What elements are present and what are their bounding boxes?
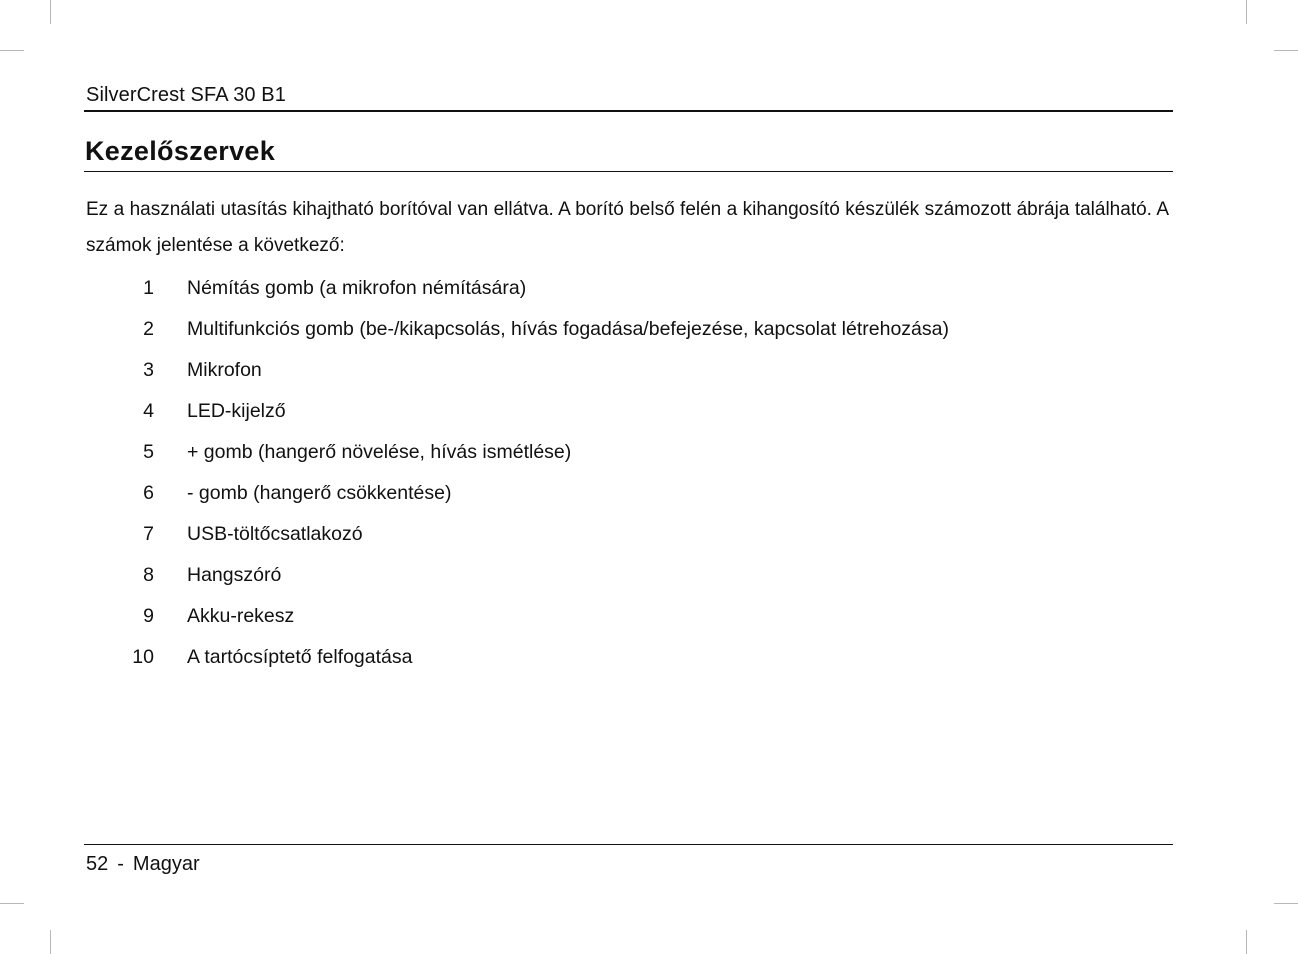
crop-mark-top-right-horizontal [1274,50,1298,51]
title-rule [84,171,1173,172]
item-number: 2 [143,318,154,340]
list-item [86,350,1086,391]
item-number: 6 [143,482,154,504]
crop-mark-bottom-left-horizontal [0,903,24,904]
item-number: 10 [132,646,154,668]
item-number: 8 [143,564,154,586]
list-item [86,391,1086,432]
footer-separator: - [117,853,124,875]
crop-mark-bottom-right-vertical [1246,930,1247,954]
footer-rule [84,844,1173,845]
list-item [86,555,1086,596]
crop-mark-bottom-left-vertical [50,930,51,954]
crop-mark-bottom-right-horizontal [1274,903,1298,904]
item-number: 9 [143,605,154,627]
item-text: Multifunkciós gomb (be-/kikapcsolás, hívás fogadása/befejezése, kapcsolat létrehozása) [187,318,949,340]
list-item [86,473,1086,514]
item-text: Hangszóró [187,564,282,586]
item-number: 7 [143,523,154,545]
section-title: Kezelőszervek [85,136,276,166]
item-number: 5 [143,441,154,463]
intro-paragraph: Ez a használati utasítás kihajtható borítóval van ellátva. A borító belső felén a kihangosító készülék számozott ábrája található. A számok jelentése a következő: [86,199,1169,256]
item-text: Némítás gomb (a mikrofon némítására) [187,277,527,299]
list-item [86,596,1086,637]
crop-mark-top-left-vertical [50,0,51,24]
item-text: LED-kijelző [187,400,286,422]
item-text: USB-töltőcsatlakozó [187,523,363,545]
list-item [86,432,1086,473]
crop-mark-top-left-horizontal [0,50,24,51]
list-item [86,268,1086,309]
item-text: Mikrofon [187,359,262,381]
item-text: A tartócsíptető felfogatása [187,646,413,668]
item-number: 4 [143,400,154,422]
list-item [86,637,1086,678]
footer-language: Magyar [132,853,200,875]
item-number: 1 [143,277,154,299]
item-text: - gomb (hangerő csökkentése) [187,482,452,504]
header-rule [84,110,1173,112]
crop-mark-top-right-vertical [1246,0,1247,24]
item-text: + gomb (hangerő növelése, hívás ismétlése) [187,441,572,463]
item-number: 3 [143,359,154,381]
page-footer [86,851,200,877]
parts-list [86,268,1086,678]
item-text: Akku-rekesz [187,605,295,627]
list-item [86,309,1086,350]
page-number: 52 [86,853,109,875]
list-item [86,514,1086,555]
running-header: SilverCrest SFA 30 B1 [86,84,286,106]
